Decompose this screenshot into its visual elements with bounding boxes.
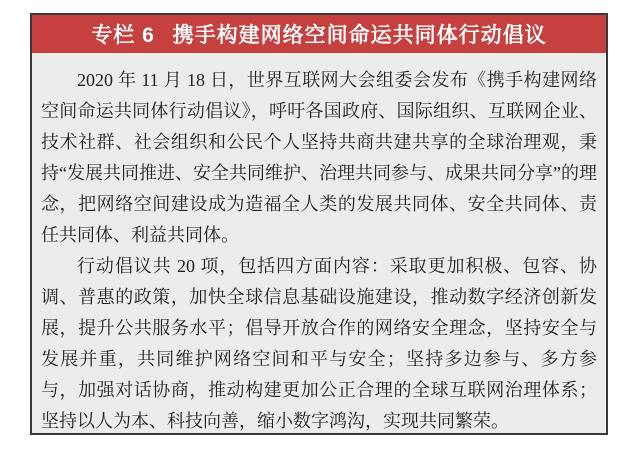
column-header: [32, 15, 606, 53]
column-header-label: 专栏 6: [91, 24, 155, 47]
column-box: [30, 13, 608, 435]
column-header-title: 携手构建网络空间命运共同体行动倡议: [172, 24, 547, 47]
paragraph-initiative-contents: 行动倡议共 20 项，包括四方面内容：采取更加积极、包容、协调、普惠的政策，加快全球信息基础设施建设，推动数字经济创新发展，提升公共服务水平；倡导开放合作的网络安全理念，坚持安全与发展并重，共同维护网络空间和平与安全；坚持多边参与、多方参与，加强对话协商，推动构建更加公正合理的全球互联网治理体系；坚持以人为本、科技向善，缩小数字鸿沟，实现共同繁荣。: [41, 256, 597, 431]
paragraph-initiative-release: 2020 年 11 月 18 日，世界互联网大会组委会发布《携手构建网络空间命运共同体行动倡议》，呼吁各国政府、国际组织、互联网企业、技术社群、社会组织和公民个人坚持共商共建共享的全球治理观，秉持“发展共同推进、安全共同维护、治理共同参与、成果共同分享”的理念，把网络空间建设成为造福全人类的发展共同体、安全共同体、责任共同体、利益共同体。: [41, 70, 597, 245]
column-body: [32, 53, 606, 433]
